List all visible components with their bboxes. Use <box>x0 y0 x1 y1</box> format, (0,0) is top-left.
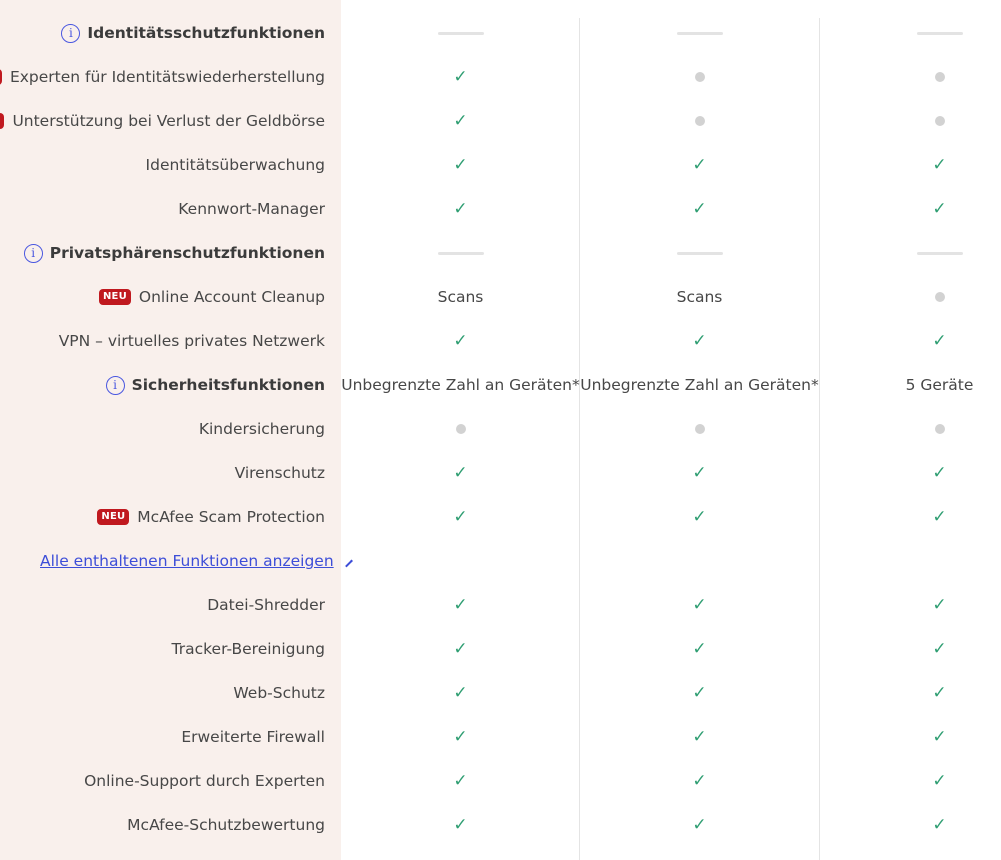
plan-1-cell <box>341 319 580 363</box>
plan-3-cell <box>820 671 1001 715</box>
check-icon: ✓ <box>453 155 468 175</box>
new-badge <box>0 113 4 129</box>
feature-name: Datei-Shredder <box>207 596 325 614</box>
check-icon: ✓ <box>932 155 947 175</box>
not-included-dot-icon <box>935 116 945 126</box>
check-icon: ✓ <box>453 199 468 219</box>
plan-2-cell <box>580 715 819 759</box>
plan-2-cell <box>580 55 819 99</box>
feature-row <box>0 187 1001 231</box>
plan-3-cell <box>820 99 1001 143</box>
plan-2-cell <box>580 803 819 847</box>
row-label-cell <box>0 319 325 363</box>
not-included-dot-icon <box>456 424 466 434</box>
check-icon: ✓ <box>453 771 468 791</box>
row-label-cell <box>0 275 325 319</box>
cell-value: Unbegrenzte Zahl an Geräten* <box>580 376 819 394</box>
plan-3-cell <box>820 11 1001 55</box>
feature-name: Kennwort-Manager <box>178 200 325 218</box>
row-label-cell <box>0 143 325 187</box>
check-icon: ✓ <box>692 595 707 615</box>
feature-row <box>0 759 1001 803</box>
check-icon: ✓ <box>932 683 947 703</box>
plan-3-cell <box>820 495 1001 539</box>
check-icon: ✓ <box>453 727 468 747</box>
check-icon: ✓ <box>692 199 707 219</box>
check-icon: ✓ <box>692 727 707 747</box>
plan-3-cell <box>820 407 1001 451</box>
section-dash-icon <box>438 252 484 255</box>
cell-value: 5 Geräte <box>905 376 974 394</box>
section-title: Identitätsschutzfunktionen <box>87 24 325 42</box>
row-label-cell <box>0 495 325 539</box>
info-icon[interactable]: i <box>61 24 80 43</box>
row-label-cell <box>0 803 325 847</box>
plan-3-cell <box>820 539 1001 583</box>
feature-row <box>0 55 1001 99</box>
plan-1-cell <box>341 715 580 759</box>
not-included-dot-icon <box>935 72 945 82</box>
plan-1-cell <box>341 275 580 319</box>
plan-2-cell <box>580 319 819 363</box>
check-icon: ✓ <box>453 331 468 351</box>
plan-2-cell <box>580 583 819 627</box>
row-label-cell <box>0 627 325 671</box>
plan-1-cell <box>341 363 580 407</box>
feature-name: Kindersicherung <box>198 420 325 438</box>
row-label-cell <box>0 539 334 583</box>
plan-1-cell <box>341 539 580 583</box>
plan-2-cell <box>580 275 819 319</box>
not-included-dot-icon <box>695 424 705 434</box>
info-icon[interactable]: i <box>24 244 43 263</box>
section-dash-icon <box>677 252 723 255</box>
feature-name: Online Account Cleanup <box>138 288 325 306</box>
check-icon: ✓ <box>692 815 707 835</box>
feature-name: Web-Schutz <box>233 684 325 702</box>
plan-2-cell <box>580 99 819 143</box>
row-label-cell <box>0 759 325 803</box>
plan-3-cell <box>820 451 1001 495</box>
plan-3-cell <box>820 143 1001 187</box>
show-all-features-link[interactable]: Alle enthaltenen Funktionen anzeigen <box>40 552 334 570</box>
plan-3-cell <box>820 187 1001 231</box>
check-icon: ✓ <box>453 683 468 703</box>
section-row <box>0 11 1001 55</box>
row-label-cell <box>0 99 325 143</box>
info-icon[interactable]: i <box>106 376 125 395</box>
section-title: Privatsphärenschutzfunktionen <box>49 244 325 262</box>
check-icon: ✓ <box>453 595 468 615</box>
feature-row <box>0 99 1001 143</box>
feature-name: Erweiterte Firewall <box>181 728 325 746</box>
row-label-cell <box>0 363 325 407</box>
plan-2-cell <box>580 407 819 451</box>
section-dash-icon <box>677 32 723 35</box>
plan-3-cell <box>820 231 1001 275</box>
feature-row <box>0 715 1001 759</box>
check-icon: ✓ <box>932 463 947 483</box>
plan-1-cell <box>341 627 580 671</box>
feature-name: Experten für Identitätswiederherstellung <box>9 68 325 86</box>
check-icon: ✓ <box>692 683 707 703</box>
row-label-cell <box>0 671 325 715</box>
plan-3-cell <box>820 363 1001 407</box>
plan-3-cell <box>820 759 1001 803</box>
row-label-cell <box>0 715 325 759</box>
check-icon: ✓ <box>932 727 947 747</box>
feature-name: Online-Support durch Experten <box>84 772 325 790</box>
check-icon: ✓ <box>453 463 468 483</box>
feature-name: VPN – virtuelles privates Netzwerk <box>58 332 325 350</box>
plan-2-cell <box>580 627 819 671</box>
feature-name: McAfee-Schutzbewertung <box>127 816 325 834</box>
section-dash-icon <box>917 32 963 35</box>
check-icon: ✓ <box>932 507 947 527</box>
not-included-dot-icon <box>935 424 945 434</box>
row-label-cell <box>0 187 325 231</box>
feature-name: Identitätsüberwachung <box>145 156 325 174</box>
not-included-dot-icon <box>695 72 705 82</box>
plan-1-cell <box>341 671 580 715</box>
feature-row <box>0 319 1001 363</box>
plan-1-cell <box>341 11 580 55</box>
plan-1-cell <box>341 495 580 539</box>
plan-2-cell <box>580 11 819 55</box>
feature-row <box>0 495 1001 539</box>
cell-value: Unbegrenzte Zahl an Geräten* <box>341 376 580 394</box>
feature-row <box>0 627 1001 671</box>
plan-1-cell <box>341 143 580 187</box>
show-all-row <box>0 539 1001 583</box>
not-included-dot-icon <box>935 292 945 302</box>
plan-3-cell <box>820 55 1001 99</box>
plan-2-cell <box>580 363 819 407</box>
feature-row <box>0 583 1001 627</box>
plan-1-cell <box>341 583 580 627</box>
feature-row <box>0 275 1001 319</box>
plan-2-cell <box>580 759 819 803</box>
new-badge <box>0 69 2 85</box>
feature-name: McAfee Scam Protection <box>137 508 325 526</box>
section-dash-icon <box>917 252 963 255</box>
plan-2-cell <box>580 451 819 495</box>
check-icon: ✓ <box>453 67 468 87</box>
check-icon: ✓ <box>692 331 707 351</box>
check-icon: ✓ <box>932 639 947 659</box>
plan-1-cell <box>341 803 580 847</box>
feature-row <box>0 803 1001 847</box>
feature-name: Virenschutz <box>234 464 325 482</box>
feature-row <box>0 407 1001 451</box>
plan-1-cell <box>341 99 580 143</box>
check-icon: ✓ <box>692 463 707 483</box>
new-badge: NEU <box>99 289 131 305</box>
plan-1-cell <box>341 55 580 99</box>
feature-name: Unterstützung bei Verlust der Geldbörse <box>12 112 325 130</box>
plan-2-cell <box>580 539 819 583</box>
plan-3-cell <box>820 627 1001 671</box>
check-icon: ✓ <box>692 155 707 175</box>
feature-row <box>0 451 1001 495</box>
plan-3-cell <box>820 715 1001 759</box>
check-icon: ✓ <box>692 507 707 527</box>
check-icon: ✓ <box>932 815 947 835</box>
plan-1-cell <box>341 759 580 803</box>
plan-1-cell <box>341 451 580 495</box>
check-icon: ✓ <box>932 331 947 351</box>
row-label-cell <box>0 583 325 627</box>
plan-1-cell <box>341 187 580 231</box>
plan-2-cell <box>580 231 819 275</box>
cell-value: Scans <box>437 288 484 306</box>
check-icon: ✓ <box>453 111 468 131</box>
section-row <box>0 231 1001 275</box>
plan-2-cell <box>580 143 819 187</box>
check-icon: ✓ <box>453 639 468 659</box>
plan-2-cell <box>580 187 819 231</box>
check-icon: ✓ <box>932 771 947 791</box>
plan-1-cell <box>341 407 580 451</box>
not-included-dot-icon <box>695 116 705 126</box>
new-badge: NEU <box>97 509 129 525</box>
plan-3-cell <box>820 275 1001 319</box>
cell-value: Scans <box>676 288 723 306</box>
plan-3-cell <box>820 319 1001 363</box>
plan-2-cell <box>580 671 819 715</box>
plan-3-cell <box>820 803 1001 847</box>
row-label-cell <box>0 11 325 55</box>
feature-row <box>0 143 1001 187</box>
row-label-cell <box>0 451 325 495</box>
check-icon: ✓ <box>932 199 947 219</box>
check-icon: ✓ <box>692 771 707 791</box>
row-label-cell <box>0 407 325 451</box>
check-icon: ✓ <box>932 595 947 615</box>
section-row <box>0 363 1001 407</box>
section-title: Sicherheitsfunktionen <box>131 376 325 394</box>
row-label-cell <box>0 55 325 99</box>
check-icon: ✓ <box>453 507 468 527</box>
section-dash-icon <box>438 32 484 35</box>
feature-row <box>0 671 1001 715</box>
check-icon: ✓ <box>692 639 707 659</box>
feature-name: Tracker-Bereinigung <box>171 640 325 658</box>
row-label-cell <box>0 231 325 275</box>
plan-1-cell <box>341 231 580 275</box>
plan-2-cell <box>580 495 819 539</box>
check-icon: ✓ <box>453 815 468 835</box>
plan-3-cell <box>820 583 1001 627</box>
